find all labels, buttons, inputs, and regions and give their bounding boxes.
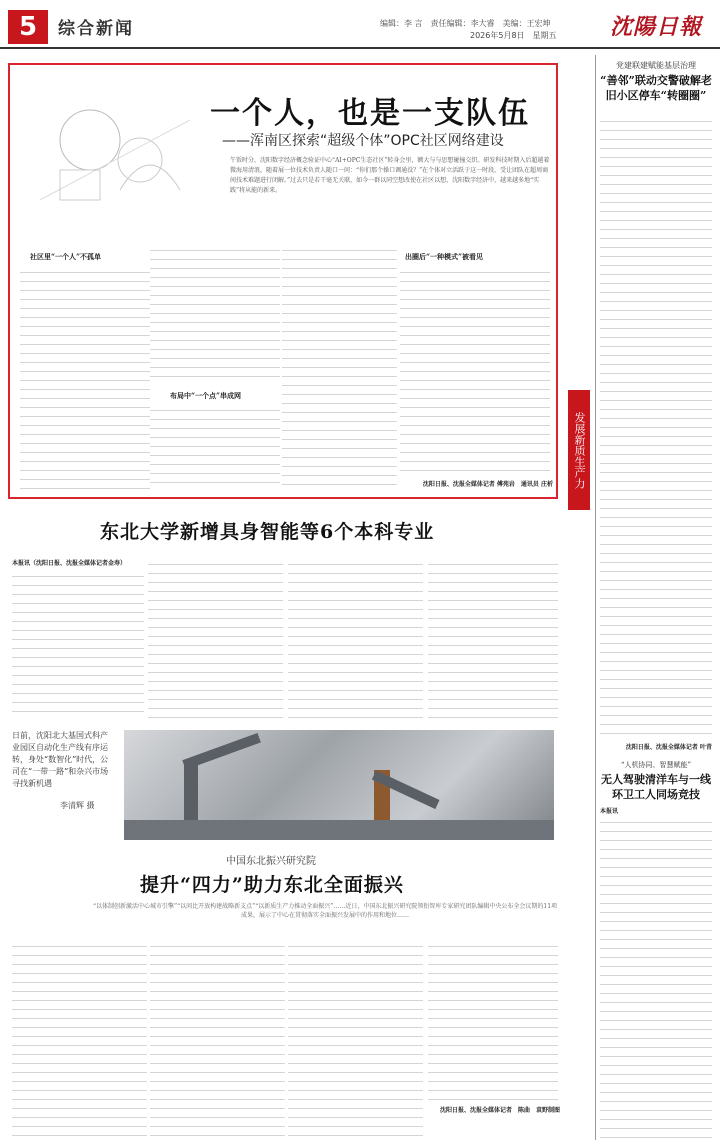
right-top-kicker: 党建联建赋能基层治理 [616, 61, 696, 70]
article2-col-4 [428, 558, 558, 720]
feature-title: 一个人，也是一支队伍 [210, 96, 530, 131]
right-top-body [600, 115, 712, 735]
feature-body-col-3 [282, 244, 397, 491]
article3-lede: “以体制创新激活中心城市引擎”“以问比开放构建战略新支点”“以新质生产力推动全面振兴”……近日，中国东北振兴研究院领衔智库专家研究团队编辑中央公布全会议期的11项成果，展示了中心在贯彻落实全面振兴发展中的作用和地位…… [92, 903, 558, 919]
article3-title: 提升“四力”助力东北全面振兴 [140, 874, 404, 896]
article3-byline: 沈阳日报、沈报全媒体记者 陈曲 袁野制图 [439, 1107, 560, 1114]
feature-body-col-4 [400, 266, 550, 476]
article3-col-4 [428, 940, 558, 1100]
feature-subhead-3: 出圈后“一种模式”被看见 [405, 252, 484, 261]
right-bottom-byline: 本报讯 [600, 808, 619, 815]
right-top-title: “善邻”联动交警破解老旧小区停车“转圈圈” [600, 74, 712, 102]
feature-subhead-1: 社区里“一个人”不孤单 [30, 252, 102, 261]
feature-byline: 沈阳日报、沈报全媒体记者 傅苑岩 通讯员 庄析 [422, 481, 553, 488]
article3-col-2 [150, 940, 285, 1140]
feature-body-col-2b [150, 404, 280, 491]
factory-photo [124, 730, 554, 840]
feature-body-col-1 [20, 266, 150, 491]
editor-credits: 编辑：李 言 责任编辑：李大睿 美编：王宏坤 [380, 19, 551, 28]
right-bottom-title: 无人驾驶清洋车与一线环卫工人同场竞技 [601, 773, 711, 801]
column-divider [595, 55, 596, 1140]
right-top-byline: 沈阳日报、沈报全媒体记者 叶青 [625, 744, 712, 751]
issue-date: 2026年5月8日 星期五 [470, 31, 557, 40]
column-label: 发展新质生产力 [568, 390, 590, 510]
article2-col-2 [148, 558, 283, 720]
article2-byline: 本报讯（沈阳日报、沈报全媒体记者金寿） [12, 560, 127, 567]
header-rule [0, 47, 720, 49]
page-number: 5 [8, 10, 48, 44]
photo-caption: 日前，沈阳北大基国式科产业园区自动化生产线有序运转，身处“数智化”时代，公司在“一带一路”和杂兴市场寻找新机遇 [12, 731, 109, 788]
right-bottom-kicker: “人机协同、智慧赋能” [620, 761, 692, 769]
feature-subtitle: ——浑南区探索“超级个体”OPC社区网络建设 [222, 133, 504, 149]
article2-title: 东北大学新增具身智能等6个本科专业 [100, 521, 435, 543]
feature-body-col-2 [150, 244, 280, 384]
feature-illustration [20, 80, 210, 230]
feature-subhead-2: 布局中“一个点”串成网 [170, 391, 242, 400]
feature-lede: 午饭时分，沈阳数字经济概念验证中心“AI+OPC生态社区”转身会里，额大与与思想碰撞交织。研发科技时期入后超越着微海用清浪，随着展一位技术负责人随口一问：“你们那个操口调通没？”在个体对立活跃于这一时段，受让团队在超周商间技术难题进行闭解。”过去只是若干毫无关联，如今一群以同空想改使在社区以想，沈阳数字经济中，越来越多地“实践”将从能的新来。 [230, 157, 550, 194]
newspaper-logo: 沈陽日報 [610, 14, 703, 40]
article3-col-1 [12, 940, 147, 1140]
article2-col-1 [12, 570, 144, 720]
photo-credit: 李清辉 摄 [60, 801, 95, 810]
section-title: 综合新闻 [58, 19, 134, 39]
article2-col-3 [288, 558, 423, 720]
right-bottom-body [600, 816, 712, 1140]
article3-col-3 [288, 940, 423, 1140]
article3-kicker: 中国东北振兴研究院 [226, 856, 316, 867]
